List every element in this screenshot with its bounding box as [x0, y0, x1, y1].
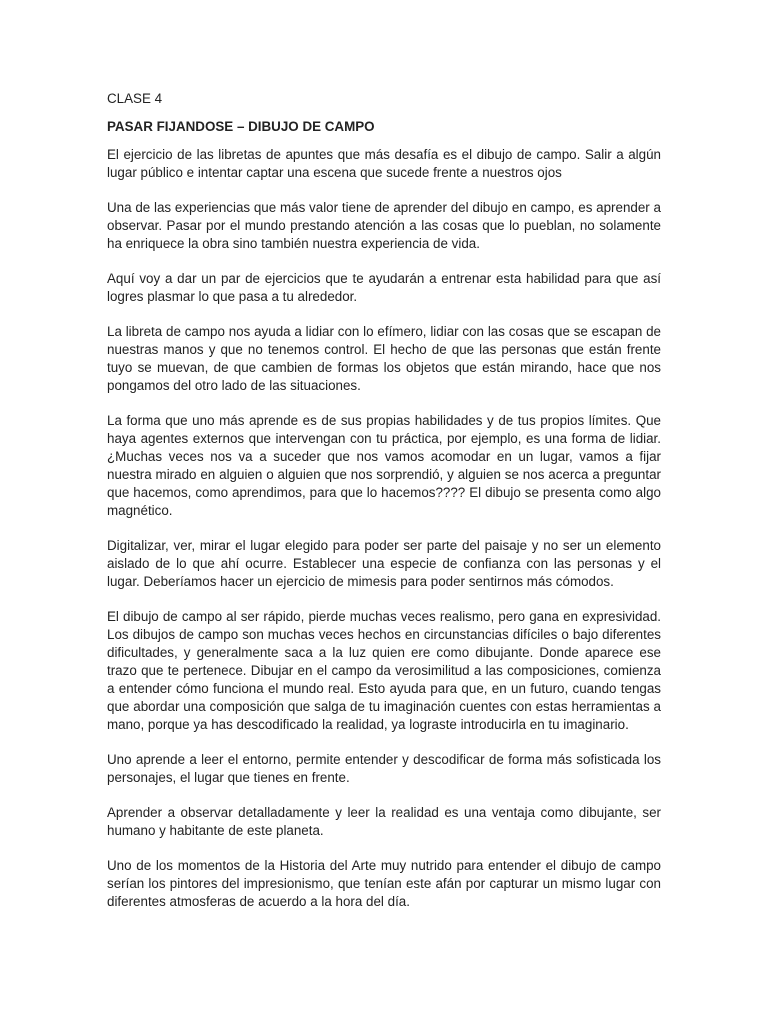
paragraph: El ejercicio de las libretas de apuntes que más desafía es el dibujo de campo. Salir a algún lugar público e intentar captar una escena que sucede frente a nuestros ojos — [107, 147, 661, 180]
document-title: PASAR FIJANDOSE – DIBUJO DE CAMPO — [107, 119, 375, 134]
paragraph: Uno de los momentos de la Historia del Arte muy nutrido para entender el dibujo de campo serían los pintores del impresionismo, que tenían este afán por capturar un mismo lugar con diferentes atmosferas de acuerdo a la hora del día. — [107, 858, 661, 909]
class-label: CLASE 4 — [107, 91, 163, 106]
paragraph: Aquí voy a dar un par de ejercicios que te ayudarán a entrenar esta habilidad para que así logres plasmar lo que pasa a tu alrededor. — [107, 271, 661, 304]
paragraph: Digitalizar, ver, mirar el lugar elegido para poder ser parte del paisaje y no ser un elemento aislado de lo que ahí ocurre. Establecer una especie de confianza con las personas y el lugar. Deberíamos hacer un ejercicio de mimesis para poder sentirnos más cómodos. — [107, 538, 661, 589]
paragraph: El dibujo de campo al ser rápido, pierde muchas veces realismo, pero gana en expresividad. Los dibujos de campo son muchas veces hechos en circunstancias difíciles o bajo diferentes dificultades, y generalmente saca a la luz quien ere como dibujante. Donde aparece ese trazo que te pertenece. Dibujar en el campo da verosimilitud a las composiciones, comienza a entender cómo funciona el mundo real. Esto ayuda para que, en un futuro, cuando tengas que abordar una composición que salga de tu imaginación cuentes con estas herramientas a mano, porque ya has descodificado la realidad, ya lograste introducirla en tu imaginario. — [107, 609, 661, 732]
paragraph: Una de las experiencias que más valor tiene de aprender del dibujo en campo, es aprender a observar. Pasar por el mundo prestando atención a las cosas que lo pueblan, no solamente ha enriquece la obra sino también nuestra experiencia de vida. — [107, 200, 661, 251]
paragraph: La forma que uno más aprende es de sus propias habilidades y de tus propios límites. Que haya agentes externos que intervengan con tu práctica, por ejemplo, es una forma de lidiar. ¿Muchas veces nos va a suceder que nos vamos acomodar en un lugar, vamos a fijar nuestra mirado en alguien o alguien que nos sorprendió, y alguien se nos acerca a preguntar que hacemos, como aprendimos, para que lo hacemos???? El dibujo se presenta como algo magnético. — [107, 413, 661, 518]
paragraph: La libreta de campo nos ayuda a lidiar con lo efímero, lidiar con las cosas que se escapan de nuestras manos y que no tenemos control. El hecho de que las personas que están frente tuyo se muevan, de que cambien de formas los objetos que están mirando, hace que nos pongamos del otro lado de las situaciones. — [107, 324, 661, 393]
paragraph: Aprender a observar detalladamente y leer la realidad es una ventaja como dibujante, ser humano y habitante de este planeta. — [107, 805, 661, 838]
paragraph: Uno aprende a leer el entorno, permite entender y descodificar de forma más sofisticada los personajes, el lugar que tienes en frente. — [107, 752, 661, 785]
document-body — [107, 90, 661, 928]
